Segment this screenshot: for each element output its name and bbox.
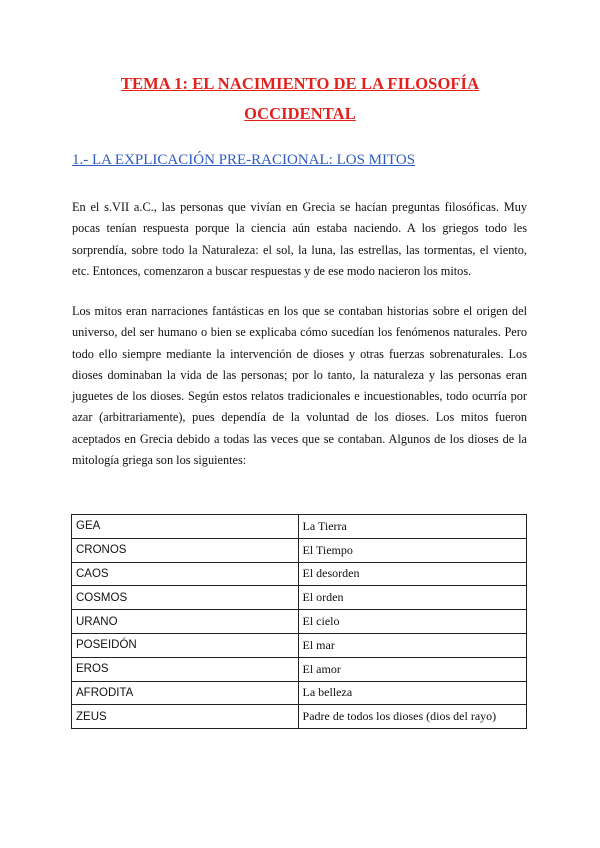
god-domain-cell: La Tierra <box>298 515 526 539</box>
god-name-cell: AFRODITA <box>72 681 299 705</box>
god-name-cell: CAOS <box>72 562 299 586</box>
god-domain-cell: El orden <box>298 586 526 610</box>
table-row <box>72 515 527 539</box>
god-domain-cell: El Tiempo <box>298 538 526 562</box>
document-title-line-1: TEMA 1: EL NACIMIENTO DE LA FILOSOFÍA <box>120 74 480 93</box>
table-row <box>72 610 527 634</box>
table-row <box>72 705 527 729</box>
god-domain-cell: El cielo <box>298 610 526 634</box>
god-name-cell: CRONOS <box>72 538 299 562</box>
table-row <box>72 586 527 610</box>
section-heading: 1.- LA EXPLICACIÓN PRE-RACIONAL: LOS MITOS <box>72 152 416 168</box>
gods-table <box>71 514 527 729</box>
god-name-cell: EROS <box>72 657 299 681</box>
document-title-line-2: OCCIDENTAL <box>244 104 356 123</box>
table-row <box>72 657 527 681</box>
god-domain-cell: El desorden <box>298 562 526 586</box>
paragraph-myths: Los mitos eran narraciones fantásticas en los que se contaban historias sobre el origen del universo, del ser humano o bien se explicaba cómo sucedían los fenómenos naturales. Pero todo ello siempre mediante la intervención de dioses y otras fuerzas sobrenaturales. Los dioses dominaban la vida de las personas; por lo tanto, la naturaleza y las personas eran juguetes de los dioses. Según estos relatos tradicionales e incuestionables, todo ocurría por azar (arbitrariamente), pues dependía de la voluntad de los dioses. Los mitos fueron aceptados en Grecia debido a todas las veces que se contaban. Algunos de los dioses de la mitología griega son los siguientes: <box>72 304 527 468</box>
table-row <box>72 538 527 562</box>
god-name-cell: URANO <box>72 610 299 634</box>
god-domain-cell: La belleza <box>298 681 526 705</box>
god-name-cell: COSMOS <box>72 586 299 610</box>
god-name-cell: ZEUS <box>72 705 299 729</box>
table-row <box>72 562 527 586</box>
god-name-cell: GEA <box>72 515 299 539</box>
god-domain-cell: El amor <box>298 657 526 681</box>
paragraph-intro: En el s.VII a.C., las personas que vivían en Grecia se hacían preguntas filosóficas. Muy pocas tenían respuesta porque la ciencia aún estaba naciendo. A los griegos todo les sorprendía, sobre todo la Naturaleza: el sol, la luna, las estrellas, las tormentas, el viento, etc. Entonces, comenzaron a buscar respuestas y de ese modo nacieron los mitos. <box>72 200 527 278</box>
god-name-cell: POSEIDÓN <box>72 633 299 657</box>
table-row <box>72 633 527 657</box>
table-row <box>72 681 527 705</box>
god-domain-cell: El mar <box>298 633 526 657</box>
god-domain-cell: Padre de todos los dioses (dios del rayo) <box>298 705 526 729</box>
